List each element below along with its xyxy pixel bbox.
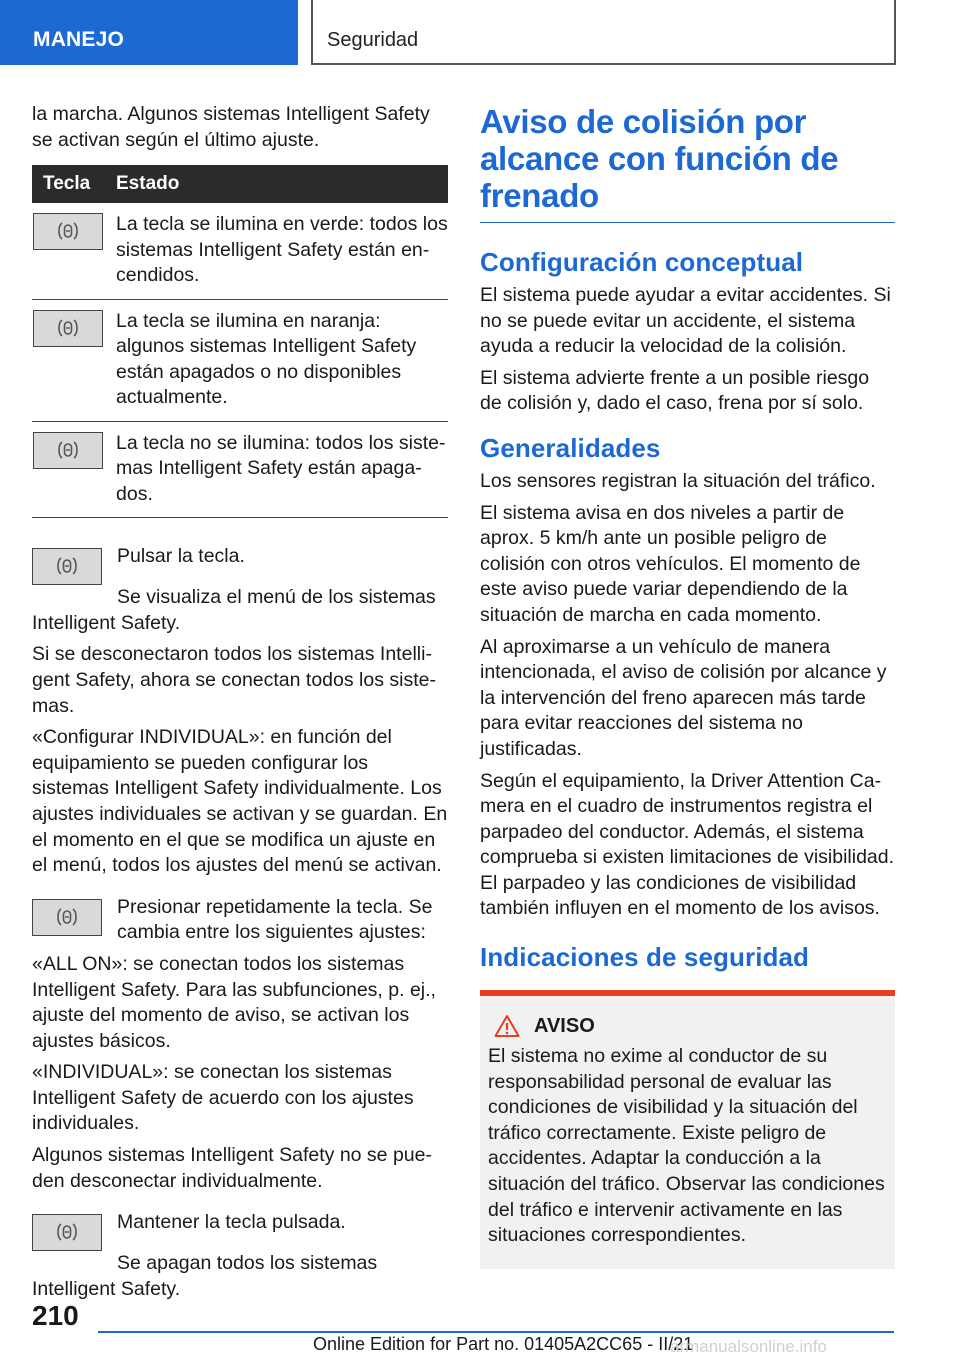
footer-edition: Online Edition for Part no. 01405A2CC65 - II/21 <box>313 1334 694 1354</box>
step1-line2 <box>32 585 448 636</box>
paragraph: Si se desconectaron todos los sistemas Intelligent Safety, ahora se conectan todos los sistemas. <box>32 643 436 717</box>
step1-line2-text: Se visualiza el menú de los sistemas Intelligent Safety. <box>32 586 436 634</box>
paragraph: «ALL ON»: se conectan todos los sistemas Intelligent Safety. Para las subfunciones, p. ej., ajuste del momento de aviso, se activan los ajustes básicos. <box>32 952 436 1052</box>
warning-header <box>488 1014 887 1038</box>
step2-text: Presionar repetidamente la tecla. Se cambia entre los siguientes ajustes: <box>117 895 433 944</box>
section-tab <box>0 0 298 65</box>
table-row <box>32 422 448 519</box>
topic-tab <box>311 0 896 65</box>
intelligent-safety-key-icon <box>32 1214 102 1251</box>
left-column <box>32 102 448 1308</box>
step3-line2 <box>32 1251 448 1302</box>
step3-line1: Mantener la tecla pulsada. <box>117 1211 346 1234</box>
heading-general: Generalidades <box>480 432 661 463</box>
footer-divider <box>98 1331 894 1333</box>
intelligent-safety-key-icon <box>33 213 103 250</box>
table-row <box>32 300 448 422</box>
paragraph: «INDIVIDUAL»: se conectan los sistemas Intelligent Safety de acuerdo con los ajustes individuales. <box>32 1061 414 1135</box>
step-repeat-press <box>32 895 448 952</box>
warning-box <box>480 990 895 1269</box>
intelligent-safety-key-icon <box>32 899 102 936</box>
warning-text: El sistema no exime al conductor de su responsabilidad personal de evaluar las condiciones de visibilidad y la situación del tráfico correctamente. Existe peligro de accidentes. Adaptar la conducción a la situación del tráfico. Observar las condiciones del tráfico e intervenir activamente en las situaciones correspondientes. <box>488 1045 885 1247</box>
topic-label: Seguridad <box>327 29 419 51</box>
step3-line2-text: Se apagan todos los sistemas Intelligent Safety. <box>32 1252 378 1300</box>
table-header <box>32 165 448 203</box>
paragraph: El sistema puede ayudar a evitar accidentes. Si no se puede evitar un accidente, el sistema ayuda a reducir la velocidad de la colisión. <box>480 284 891 358</box>
paragraph: Al aproximarse a un vehículo de manera intencionada, el aviso de colisión por alcance y la intervención del freno aparecen más tarde para evitar reacciones del sistema no justificadas. <box>480 635 887 760</box>
table-cell-status: La tecla se ilumina en naranja: algunos sistemas Intelligent Safety están apagados o no disponibles actualmente. <box>116 309 417 409</box>
heading-concept: Configuración conceptual <box>480 247 804 277</box>
paragraph: El sistema advierte frente a un posible riesgo de colisión y, dado el caso, frena por sí solo. <box>480 366 870 415</box>
intro-paragraph: la marcha. Algunos sistemas Intelligent Safety se activan según el último ajuste. <box>32 103 430 151</box>
warning-triangle-icon <box>494 1014 520 1038</box>
page-number: 210 <box>32 1300 79 1331</box>
intelligent-safety-key-icon <box>32 548 102 585</box>
table-row <box>32 203 448 300</box>
section-label: MANEJO <box>33 28 125 51</box>
table-cell-status: La tecla se ilumina en verde: todos los sistemas Intelligent Safety están encendidos. <box>116 213 448 287</box>
table-header-key: Tecla <box>43 173 91 195</box>
key-status-table <box>32 165 448 518</box>
heading-safety: Indicaciones de seguridad <box>480 942 810 973</box>
table-cell-status: La tecla no se ilumina: todos los sistemas Intelligent Safety están apagados. <box>116 431 446 505</box>
step-press-key <box>32 544 448 585</box>
table-header-status: Estado <box>116 173 180 195</box>
paragraph: «Configurar INDIVIDUAL»: en función del equipamiento se pueden configurar los sistemas Intelligent Safety individualmente. Los ajustes individuales se activan y se guardan. En el momento en el que se modifica un ajuste en el menú, todos los ajustes del menú se activan. <box>32 726 448 877</box>
warning-label: AVISO <box>534 1014 595 1037</box>
step-hold-key <box>32 1210 448 1251</box>
chapter-title: Aviso de colisión por alcance con función de frenado <box>480 103 895 223</box>
watermark: armanualsonline.info <box>670 1337 827 1356</box>
intelligent-safety-key-icon <box>33 432 103 469</box>
step1-line1: Pulsar la tecla. <box>117 545 245 568</box>
intelligent-safety-key-icon <box>33 310 103 347</box>
paragraph: Los sensores registran la situación del tráfico. <box>480 469 876 492</box>
right-column <box>480 103 895 1269</box>
paragraph: Según el equipamiento, la Driver Attention Camera en el cuadro de instrumentos registra el parpadeo del conductor. Además, el sistema comprueba si existen limitaciones de visibilidad. El parpadeo y las condiciones de visibilidad también influyen en el momento de los avisos. <box>480 769 895 920</box>
paragraph: El sistema avisa en dos niveles a partir de aprox. 5 km/h ante un posible peligro de colisión con otros vehículos. El momento de este aviso puede variar dependiendo de la situación de marcha en cada momento. <box>480 501 861 626</box>
paragraph: Algunos sistemas Intelligent Safety no se pueden desconectar individualmente. <box>32 1144 432 1192</box>
